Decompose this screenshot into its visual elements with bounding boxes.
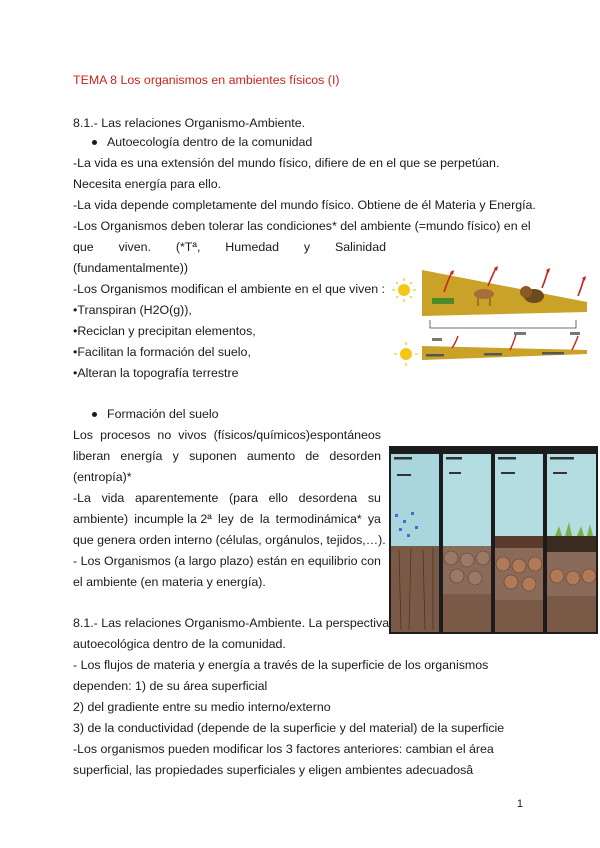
bullet-dot-icon — [92, 140, 97, 145]
paragraph-line-justified: - Los Organismos (a largo plazo) están en equilibrio con — [73, 554, 381, 568]
soil-panel — [391, 454, 439, 632]
bracket-line — [430, 320, 576, 328]
paragraph-line: 2) del gradiente entre su medio interno/externo — [73, 700, 331, 714]
sun-icon-lower — [394, 342, 418, 366]
arrowhead-icons — [450, 266, 586, 281]
bullet-dot-icon — [92, 412, 97, 417]
paragraph-line: 3) de la conductividad (depende de la superficie y del material) de la superficie — [73, 721, 505, 735]
section-heading: 8.1.- Las relaciones Organismo-Ambiente. La perspectiva — [73, 616, 390, 630]
paragraph-line: -Los Organismos deben tolerar las condiciones* del ambiente (=mundo físico) en el — [73, 219, 531, 233]
page-title: TEMA 8 Los organismos en ambientes físicos (I) — [73, 73, 340, 87]
sun-icon — [392, 278, 416, 302]
paragraph-line: (fundamentalmente)) — [73, 261, 189, 275]
upper-energy-wedge — [422, 270, 587, 316]
paragraph-line: - Los flujos de materia y energía a través de la superficie de los organismos — [73, 658, 489, 672]
paragraph-line: el ambiente (en materia y energía). — [73, 575, 266, 589]
paragraph-line-justified: liberan energía y suponen aumento de desorden — [73, 449, 381, 463]
paragraph-line-justified: Los procesos no vivos (físicos/químicos)espontáneos — [73, 428, 381, 442]
list-item: •Facilitan la formación del suelo, — [73, 345, 251, 359]
soil-panel — [443, 454, 491, 632]
paragraph-line-justified: ambiente) incumple la 2ª ley de la termodinámica* ya — [73, 512, 381, 526]
paragraph-line: -Los organismos pueden modificar los 3 factores anteriores: cambian el área — [73, 742, 494, 756]
paragraph-line: -La vida es una extensión del mundo físico, difiere de en el que se perpetúan. — [73, 156, 500, 170]
energy-flow-diagram — [392, 262, 600, 374]
bullet-item: Formación del suelo — [92, 405, 219, 423]
paragraph-line-justified: -La vida aparentemente (para ello desordena su — [73, 491, 381, 505]
page-number: 1 — [516, 798, 523, 810]
bullet-item: Autoecología dentro de la comunidad — [92, 133, 312, 151]
soil-panel — [495, 454, 543, 632]
soil-formation-diagram — [389, 446, 598, 634]
list-item: •Alteran la topografía terrestre — [73, 366, 239, 380]
paragraph-line: -La vida depende completamente del mundo físico. Obtiene de él Materia y Energía. — [73, 198, 536, 212]
paragraph-line: Necesita energía para ello. — [73, 177, 222, 191]
paragraph-line-justified: que viven. (*Tª, Humedad y Salinidad — [73, 240, 386, 254]
plant-icon — [432, 298, 454, 304]
soil-panel — [547, 454, 596, 632]
section-heading: autoecológica dentro de la comunidad. — [73, 637, 286, 651]
paragraph-line: dependen: 1) de su área superficial — [73, 679, 268, 693]
paragraph-line: -Los Organismos modifican el ambiente en el que viven : — [73, 282, 385, 296]
list-item: •Reciclan y precipitan elementos, — [73, 324, 256, 338]
paragraph-line: que genera orden interno (células, orgánulos, tejidos,…). — [73, 533, 386, 547]
section-heading: 8.1.- Las relaciones Organismo-Ambiente. — [73, 116, 306, 130]
paragraph-line: superficial, las propiedades superficiales y eligen ambientes adecuadosâ — [73, 763, 474, 777]
list-item: •Transpiran (H2O(g)), — [73, 303, 192, 317]
paragraph-line: (entropía)* — [73, 470, 132, 484]
